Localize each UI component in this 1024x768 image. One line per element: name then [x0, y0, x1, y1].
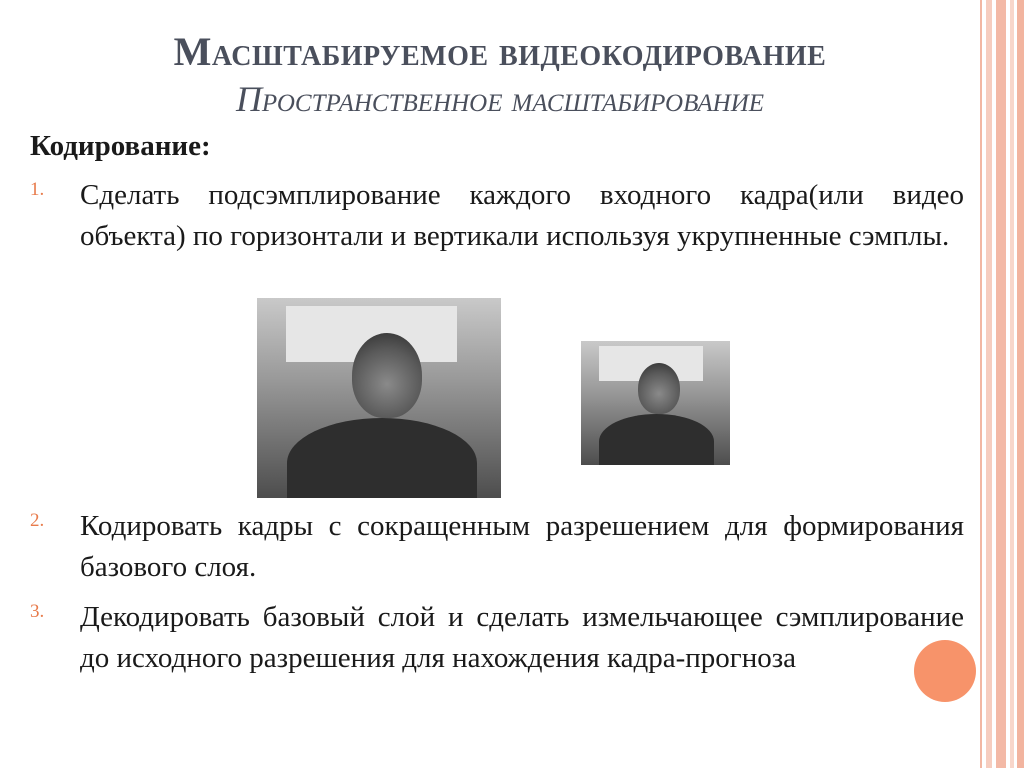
list-number: 2. [30, 510, 45, 531]
list-item-text: Декодировать базовый слой и сделать измельчающее сэмплирование до исходного разрешения для нахождения кадра-прогноза [80, 601, 964, 674]
image-person-body [599, 414, 714, 465]
list-number: 3. [30, 601, 45, 622]
list-number: 1. [30, 179, 45, 200]
section-heading: Кодирование: [30, 130, 211, 162]
image-person-body [287, 418, 477, 498]
decorative-stripe [1017, 0, 1024, 768]
list-item-text: Сделать подсэмплирование каждого входного кадра(или видео объекта) по горизонтали и вертикали используя укрупненные сэмплы. [80, 179, 964, 252]
decorative-stripe [1010, 0, 1014, 768]
subsampled-frame-image [581, 341, 730, 465]
list-item-text: Кодировать кадры с сокращенным разрешением для формирования базового слоя. [80, 510, 964, 583]
list-item [30, 175, 964, 257]
full-resolution-frame-image [257, 298, 501, 498]
list-item [30, 506, 964, 588]
slide-title: Масштабируемое видеокодирование [173, 29, 827, 74]
list-item [30, 597, 964, 679]
slide-subtitle: Пространственное масштабирование [235, 79, 765, 119]
image-person-head [352, 333, 422, 418]
image-person-head [638, 363, 680, 414]
decorative-circle [914, 640, 976, 702]
